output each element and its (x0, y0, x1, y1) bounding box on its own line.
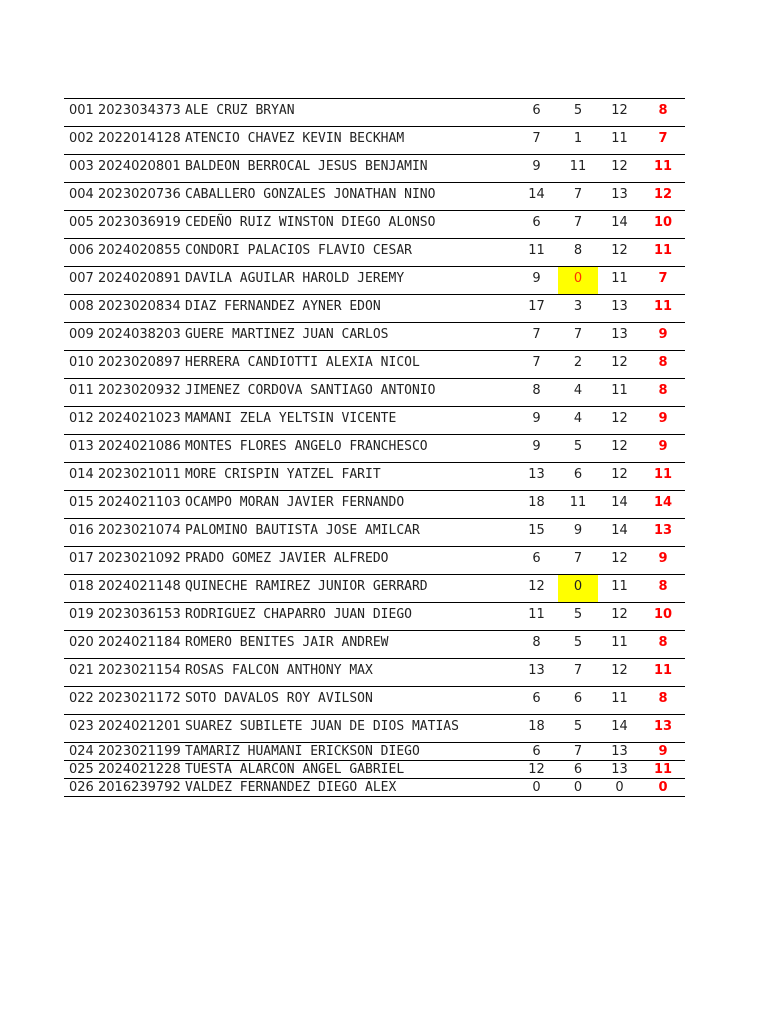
student-code: 2024021228 (98, 761, 185, 779)
student-code: 2023036153 (98, 603, 185, 631)
student-name: DIAZ FERNANDEZ AYNER EDON (185, 295, 515, 323)
row-number: 014 (64, 463, 98, 491)
student-name: SUAREZ SUBILETE JUAN DE DIOS MATIAS (185, 715, 515, 743)
table-row (64, 211, 685, 239)
grade-1: 14 (515, 183, 558, 211)
grades-table (64, 98, 685, 797)
grade-3: 12 (598, 547, 641, 575)
grade-1: 13 (515, 463, 558, 491)
student-name: PRADO GOMEZ JAVIER ALFREDO (185, 547, 515, 575)
table-row (64, 379, 685, 407)
grade-1: 6 (515, 547, 558, 575)
grade-1: 6 (515, 743, 558, 761)
grade-1: 15 (515, 519, 558, 547)
student-name: CEDEÑO RUIZ WINSTON DIEGO ALONSO (185, 211, 515, 239)
grade-2: 7 (558, 547, 598, 575)
student-name: PALOMINO BAUTISTA JOSE AMILCAR (185, 519, 515, 547)
table-row (64, 435, 685, 463)
student-code: 2023021199 (98, 743, 185, 761)
student-code: 2023021172 (98, 687, 185, 715)
final-grade: 7 (641, 267, 685, 295)
grade-3: 14 (598, 519, 641, 547)
row-number: 005 (64, 211, 98, 239)
grade-1: 6 (515, 99, 558, 127)
final-grade: 11 (641, 659, 685, 687)
table-row (64, 127, 685, 155)
final-grade: 12 (641, 183, 685, 211)
student-code: 2024020801 (98, 155, 185, 183)
row-number: 024 (64, 743, 98, 761)
final-grade: 0 (641, 779, 685, 797)
student-code: 2022014128 (98, 127, 185, 155)
grade-1: 9 (515, 407, 558, 435)
row-number: 016 (64, 519, 98, 547)
table-row (64, 323, 685, 351)
student-code: 2023020932 (98, 379, 185, 407)
table-row (64, 491, 685, 519)
student-code: 2023020834 (98, 295, 185, 323)
row-number: 008 (64, 295, 98, 323)
grade-3: 13 (598, 295, 641, 323)
grades-table-body (64, 99, 685, 797)
final-grade: 9 (641, 407, 685, 435)
student-name: GUERE MARTINEZ JUAN CARLOS (185, 323, 515, 351)
grade-3: 14 (598, 211, 641, 239)
final-grade: 11 (641, 155, 685, 183)
grade-3: 11 (598, 127, 641, 155)
grade-2: 5 (558, 435, 598, 463)
grade-3: 12 (598, 659, 641, 687)
final-grade: 13 (641, 715, 685, 743)
grade-3: 11 (598, 631, 641, 659)
grade-2: 6 (558, 463, 598, 491)
final-grade: 8 (641, 575, 685, 603)
final-grade: 8 (641, 379, 685, 407)
grade-3: 12 (598, 435, 641, 463)
student-code: 2023021074 (98, 519, 185, 547)
student-code: 2023021092 (98, 547, 185, 575)
grade-2: 4 (558, 379, 598, 407)
student-name: SOTO DAVALOS ROY AVILSON (185, 687, 515, 715)
grade-3: 12 (598, 407, 641, 435)
grade-3: 0 (598, 779, 641, 797)
row-number: 012 (64, 407, 98, 435)
row-number: 019 (64, 603, 98, 631)
row-number: 017 (64, 547, 98, 575)
table-row (64, 715, 685, 743)
table-row (64, 575, 685, 603)
grade-3: 12 (598, 155, 641, 183)
grade-2: 7 (558, 659, 598, 687)
table-row (64, 659, 685, 687)
grade-1: 9 (515, 267, 558, 295)
student-name: MONTES FLORES ANGELO FRANCHESCO (185, 435, 515, 463)
table-row (64, 239, 685, 267)
final-grade: 8 (641, 687, 685, 715)
grade-2: 7 (558, 323, 598, 351)
row-number: 001 (64, 99, 98, 127)
table-row (64, 743, 685, 761)
table-row (64, 687, 685, 715)
grade-1: 8 (515, 631, 558, 659)
final-grade: 11 (641, 761, 685, 779)
final-grade: 9 (641, 435, 685, 463)
grade-1: 9 (515, 155, 558, 183)
student-name: ROSAS FALCON ANTHONY MAX (185, 659, 515, 687)
final-grade: 10 (641, 211, 685, 239)
grade-3: 11 (598, 267, 641, 295)
final-grade: 8 (641, 631, 685, 659)
student-name: MORE CRISPIN YATZEL FARIT (185, 463, 515, 491)
student-code: 2024020891 (98, 267, 185, 295)
row-number: 018 (64, 575, 98, 603)
grade-2: 0 (558, 779, 598, 797)
student-name: CABALLERO GONZALES JONATHAN NINO (185, 183, 515, 211)
student-code: 2024020855 (98, 239, 185, 267)
student-code: 2024021148 (98, 575, 185, 603)
grade-2: 2 (558, 351, 598, 379)
table-row (64, 183, 685, 211)
row-number: 002 (64, 127, 98, 155)
student-code: 2023021011 (98, 463, 185, 491)
grade-1: 12 (515, 761, 558, 779)
grade-3: 11 (598, 379, 641, 407)
student-code: 2024021201 (98, 715, 185, 743)
table-row (64, 463, 685, 491)
grade-3: 13 (598, 761, 641, 779)
final-grade: 10 (641, 603, 685, 631)
student-name: CONDORI PALACIOS FLAVIO CESAR (185, 239, 515, 267)
student-name: TUESTA ALARCON ANGEL GABRIEL (185, 761, 515, 779)
grade-1: 0 (515, 779, 558, 797)
grade-1: 18 (515, 491, 558, 519)
student-code: 2023020897 (98, 351, 185, 379)
final-grade: 7 (641, 127, 685, 155)
grade-2: 4 (558, 407, 598, 435)
grade-2: 5 (558, 631, 598, 659)
grade-2: 0 (558, 575, 598, 603)
grade-2: 9 (558, 519, 598, 547)
grade-1: 18 (515, 715, 558, 743)
final-grade: 8 (641, 351, 685, 379)
grade-1: 11 (515, 239, 558, 267)
grade-1: 11 (515, 603, 558, 631)
grade-1: 6 (515, 211, 558, 239)
student-name: ATENCIO CHAVEZ KEVIN BECKHAM (185, 127, 515, 155)
student-code: 2023036919 (98, 211, 185, 239)
grade-3: 14 (598, 491, 641, 519)
grade-2: 0 (558, 267, 598, 295)
row-number: 020 (64, 631, 98, 659)
row-number: 004 (64, 183, 98, 211)
grade-1: 9 (515, 435, 558, 463)
table-row (64, 407, 685, 435)
student-code: 2024021103 (98, 491, 185, 519)
grade-3: 12 (598, 463, 641, 491)
final-grade: 9 (641, 323, 685, 351)
final-grade: 11 (641, 295, 685, 323)
grade-2: 5 (558, 603, 598, 631)
row-number: 021 (64, 659, 98, 687)
row-number: 011 (64, 379, 98, 407)
grade-2: 6 (558, 687, 598, 715)
final-grade: 9 (641, 743, 685, 761)
grade-2: 5 (558, 99, 598, 127)
grade-2: 5 (558, 715, 598, 743)
table-row (64, 779, 685, 797)
table-row (64, 155, 685, 183)
grade-3: 12 (598, 239, 641, 267)
table-row (64, 267, 685, 295)
table-row (64, 631, 685, 659)
table-row (64, 295, 685, 323)
grade-2: 7 (558, 211, 598, 239)
grade-2: 8 (558, 239, 598, 267)
student-name: ROMERO BENITES JAIR ANDREW (185, 631, 515, 659)
student-name: RODRIGUEZ CHAPARRO JUAN DIEGO (185, 603, 515, 631)
student-name: VALDEZ FERNANDEZ DIEGO ALEX (185, 779, 515, 797)
final-grade: 11 (641, 239, 685, 267)
final-grade: 13 (641, 519, 685, 547)
grade-3: 13 (598, 743, 641, 761)
final-grade: 14 (641, 491, 685, 519)
grade-2: 3 (558, 295, 598, 323)
grade-2: 6 (558, 761, 598, 779)
student-name: QUINECHE RAMIREZ JUNIOR GERRARD (185, 575, 515, 603)
row-number: 023 (64, 715, 98, 743)
row-number: 006 (64, 239, 98, 267)
final-grade: 9 (641, 547, 685, 575)
grade-3: 13 (598, 183, 641, 211)
student-code: 2023021154 (98, 659, 185, 687)
grade-1: 6 (515, 687, 558, 715)
grade-1: 7 (515, 323, 558, 351)
student-code: 2023020736 (98, 183, 185, 211)
student-code: 2024021086 (98, 435, 185, 463)
row-number: 003 (64, 155, 98, 183)
table-row (64, 519, 685, 547)
row-number: 007 (64, 267, 98, 295)
grade-1: 7 (515, 127, 558, 155)
grade-2: 7 (558, 743, 598, 761)
student-code: 2024021023 (98, 407, 185, 435)
table-row (64, 761, 685, 779)
grade-3: 11 (598, 687, 641, 715)
grade-1: 12 (515, 575, 558, 603)
row-number: 013 (64, 435, 98, 463)
table-row (64, 603, 685, 631)
row-number: 010 (64, 351, 98, 379)
grade-2: 7 (558, 183, 598, 211)
final-grade: 8 (641, 99, 685, 127)
student-name: JIMENEZ CORDOVA SANTIAGO ANTONIO (185, 379, 515, 407)
grade-2: 1 (558, 127, 598, 155)
table-row (64, 351, 685, 379)
grade-1: 13 (515, 659, 558, 687)
student-name: DAVILA AGUILAR HAROLD JEREMY (185, 267, 515, 295)
grade-3: 12 (598, 99, 641, 127)
student-name: TAMARIZ HUAMANI ERICKSON DIEGO (185, 743, 515, 761)
grade-3: 13 (598, 323, 641, 351)
student-name: ALE CRUZ BRYAN (185, 99, 515, 127)
grade-1: 8 (515, 379, 558, 407)
row-number: 022 (64, 687, 98, 715)
student-name: HERRERA CANDIOTTI ALEXIA NICOL (185, 351, 515, 379)
row-number: 025 (64, 761, 98, 779)
student-code: 2024021184 (98, 631, 185, 659)
row-number: 009 (64, 323, 98, 351)
row-number: 015 (64, 491, 98, 519)
student-code: 2023034373 (98, 99, 185, 127)
table-row (64, 99, 685, 127)
grade-3: 11 (598, 575, 641, 603)
grade-2: 11 (558, 155, 598, 183)
student-name: OCAMPO MORAN JAVIER FERNANDO (185, 491, 515, 519)
table-row (64, 547, 685, 575)
grade-1: 17 (515, 295, 558, 323)
grade-2: 11 (558, 491, 598, 519)
student-code: 2016239792 (98, 779, 185, 797)
final-grade: 11 (641, 463, 685, 491)
student-name: MAMANI ZELA YELTSIN VICENTE (185, 407, 515, 435)
grade-1: 7 (515, 351, 558, 379)
student-name: BALDEON BERROCAL JESUS BENJAMIN (185, 155, 515, 183)
grade-3: 12 (598, 351, 641, 379)
row-number: 026 (64, 779, 98, 797)
student-code: 2024038203 (98, 323, 185, 351)
grade-3: 12 (598, 603, 641, 631)
grade-3: 14 (598, 715, 641, 743)
